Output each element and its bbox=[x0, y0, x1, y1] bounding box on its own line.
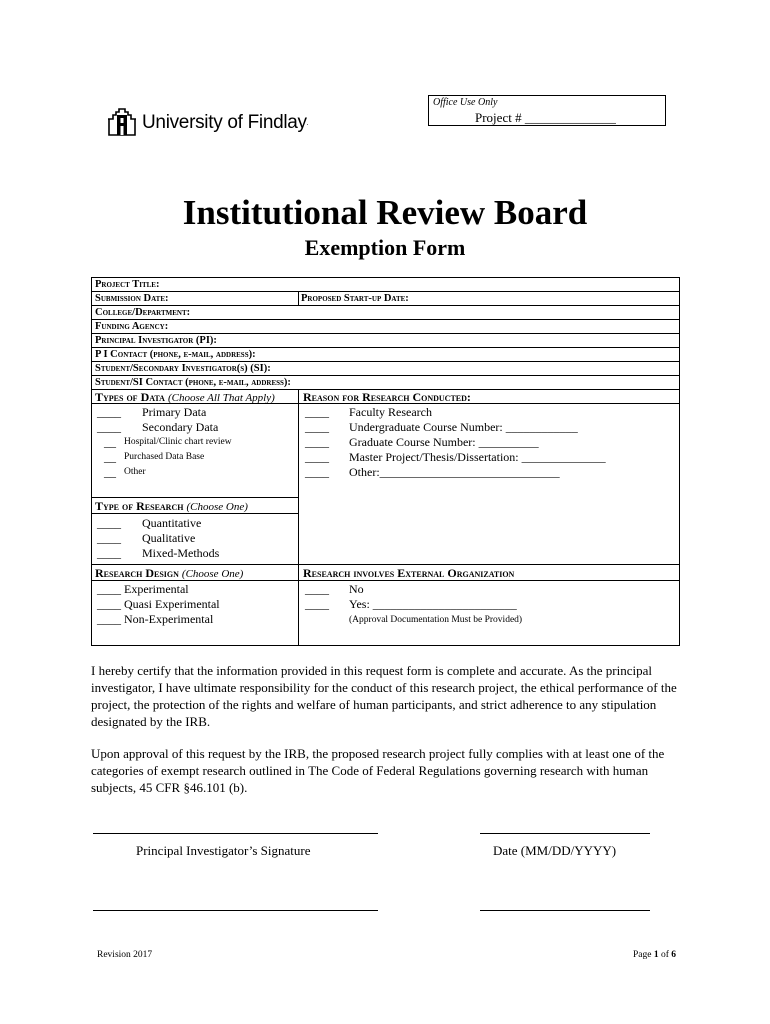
external-option-no-label: No bbox=[349, 582, 364, 596]
data-option-hospital[interactable]: __ bbox=[104, 435, 116, 449]
data-option-secondary-label: Secondary Data bbox=[142, 420, 219, 434]
reason-option-undergrad[interactable]: ____ bbox=[305, 420, 329, 434]
data-option-other[interactable]: __ bbox=[104, 465, 116, 479]
second-signature-line[interactable] bbox=[93, 910, 378, 911]
research-option-quantitative-label: Quantitative bbox=[142, 516, 202, 530]
date-line[interactable] bbox=[480, 833, 650, 834]
data-option-primary-label: Primary Data bbox=[142, 405, 207, 419]
research-option-mixed-label: Mixed-Methods bbox=[142, 546, 220, 560]
reason-option-undergrad-label: Undergraduate Course Number: ____________ bbox=[349, 420, 578, 434]
design-option-non-experimental[interactable]: ____ Non-Experimental bbox=[97, 612, 214, 626]
form-table bbox=[91, 277, 680, 646]
submission-date-field[interactable]: Submission Date: bbox=[95, 293, 169, 304]
date-label: Date (MM/DD/YYYY) bbox=[493, 843, 617, 858]
project-number-field[interactable]: Project # ______________ bbox=[475, 110, 616, 125]
data-option-hospital-label: Hospital/Clinic chart review bbox=[124, 437, 232, 447]
design-option-experimental[interactable]: ____ Experimental bbox=[97, 582, 189, 596]
reason-heading: Reason for Research Conducted: bbox=[303, 390, 471, 404]
pi-contact-field[interactable]: P I Contact (phone, e-mail, address): bbox=[92, 348, 679, 362]
approval-note: (Approval Documentation Must be Provided) bbox=[349, 615, 523, 625]
external-option-no[interactable]: ____ bbox=[305, 582, 329, 596]
si-contact-field[interactable]: Student/SI Contact (phone, e-mail, address): bbox=[92, 376, 679, 390]
approval-paragraph: Upon approval of this request by the IRB, the proposed research project fully complies with at least one of the categories of exempt research outlined in The Code of Federal Regulations governing research with human subjects, 45 CFR §46.101 (b). bbox=[91, 746, 665, 795]
pi-signature-line[interactable] bbox=[93, 833, 378, 834]
project-title-field[interactable]: Project Title: bbox=[92, 278, 679, 292]
si-field[interactable]: Student/Secondary Investigator(s) (SI): bbox=[92, 362, 679, 376]
logo-trademark: . bbox=[306, 119, 309, 127]
reason-option-graduate[interactable]: ____ bbox=[305, 435, 329, 449]
certification-paragraph: I hereby certify that the information provided in this request form is complete and accurate. As the principal investigator, I have ultimate responsibility for the conduct of this research project, the ethical performance of the project, the protection of the rights and welfare of human participants, and strict adherence to any stipulation designated by the IRB. bbox=[91, 663, 677, 729]
findlay-building-icon bbox=[106, 107, 138, 139]
research-design-heading: Research Design (Choose One) bbox=[95, 566, 244, 580]
reason-option-faculty[interactable]: ____ bbox=[305, 405, 329, 419]
research-option-mixed[interactable]: ____ bbox=[97, 546, 121, 560]
external-option-yes-label: Yes: ________________________ bbox=[349, 597, 517, 611]
data-option-secondary[interactable]: ____ bbox=[97, 420, 121, 434]
design-option-quasi[interactable]: ____ Quasi Experimental bbox=[97, 597, 220, 611]
reason-option-master-label: Master Project/Thesis/Dissertation: ______________ bbox=[349, 450, 606, 464]
research-option-quantitative[interactable]: ____ bbox=[97, 516, 121, 530]
data-option-primary[interactable]: ____ bbox=[97, 405, 121, 419]
submission-date-row bbox=[92, 292, 679, 306]
data-option-purchased-label: Purchased Data Base bbox=[124, 452, 205, 462]
office-use-box bbox=[428, 95, 666, 126]
reason-option-graduate-label: Graduate Course Number: __________ bbox=[349, 435, 539, 449]
college-field[interactable]: College/Department: bbox=[92, 306, 679, 320]
reason-option-faculty-label: Faculty Research bbox=[349, 405, 432, 419]
funding-field[interactable]: Funding Agency: bbox=[92, 320, 679, 334]
revision-label: Revision 2017 bbox=[97, 950, 153, 960]
types-of-data-heading: Types of Data (Choose All That Apply) bbox=[95, 390, 275, 404]
external-option-yes[interactable]: ____ bbox=[305, 597, 329, 611]
data-option-purchased[interactable]: __ bbox=[104, 450, 116, 464]
page-subtitle: Exemption Form bbox=[304, 235, 466, 260]
university-name: University of Findlay bbox=[142, 112, 307, 133]
type-of-research-heading: Type of Research (Choose One) bbox=[95, 499, 248, 513]
office-use-label: Office Use Only bbox=[433, 97, 498, 108]
pi-signature-label: Principal Investigator’s Signature bbox=[136, 843, 311, 858]
reason-option-other[interactable]: ____ bbox=[305, 465, 329, 479]
reason-option-other-label: Other:______________________________ bbox=[349, 465, 560, 479]
page-number: Page 1 of 6 bbox=[633, 950, 677, 960]
start-date-field[interactable]: Proposed Start-up Date: bbox=[301, 293, 409, 304]
research-option-qualitative-label: Qualitative bbox=[142, 531, 196, 545]
page-title: Institutional Review Board bbox=[182, 193, 588, 232]
data-option-other-label: Other bbox=[124, 467, 146, 477]
external-org-heading: Research involves External Organization bbox=[303, 566, 515, 580]
reason-option-master[interactable]: ____ bbox=[305, 450, 329, 464]
second-date-line[interactable] bbox=[480, 910, 650, 911]
research-option-qualitative[interactable]: ____ bbox=[97, 531, 121, 545]
university-logo bbox=[106, 107, 309, 139]
pi-field[interactable]: Principal Investigator (PI): bbox=[92, 334, 679, 348]
